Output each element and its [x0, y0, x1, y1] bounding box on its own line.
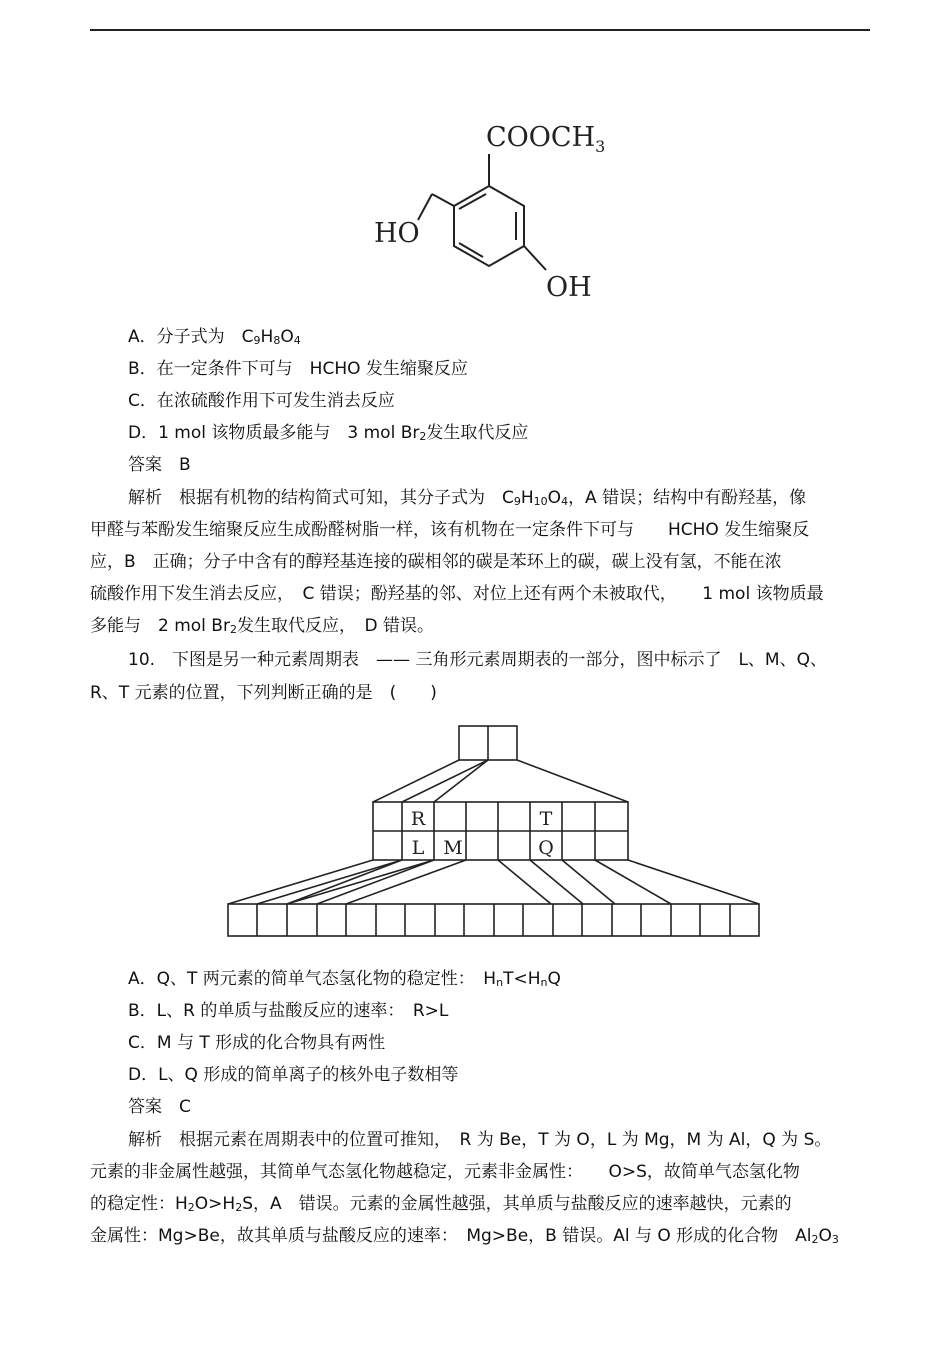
q10-analysis-line2: 元素的非金属性越强，其简单气态氢化物越稳定，元素非金属性： O>S，故简单气态氢化物: [90, 1162, 800, 1182]
q10-analysis-line4: 金属性：Mg>Be，故其单质与盐酸反应的速率： Mg>Be，B 错误。Al 与 O 形成的化合物 $Al_2O_3$: [90, 1226, 839, 1246]
connector-line: [287, 860, 402, 904]
header-rule: [90, 29, 870, 31]
q9-option-b: B．在一定条件下可与 HCHO 发生缩聚反应: [128, 359, 468, 379]
connector-line: [434, 760, 488, 802]
ho-label: HO: [374, 218, 420, 249]
bond-to-ch2: [432, 194, 454, 206]
element-t: T: [539, 808, 553, 830]
triangular-periodic-table: [226, 724, 762, 940]
benzene-ring: [454, 186, 524, 266]
oh-label: OH: [546, 272, 592, 303]
q9-option-a: A．分子式为 $C_9H_8O_4$: [128, 327, 301, 347]
q10-answer: 答案 C: [128, 1097, 191, 1117]
bond-ch2-oh: [418, 194, 432, 220]
q10-option-d: D．L、Q 形成的简单离子的核外电子数相等: [128, 1065, 459, 1085]
q9-option-d: D．1 mol 该物质最多能与 3 mol $Br_2$发生取代反应: [128, 423, 529, 443]
q10-option-c: C．M 与 T 形成的化合物具有两性: [128, 1033, 386, 1053]
connector-line: [628, 860, 759, 904]
bond-to-oh: [524, 246, 546, 270]
q10-stem-line2: R、T 元素的位置，下列判断正确的是 ( ): [90, 683, 437, 703]
q10-option-a: A．Q、T 两元素的简单气态氢化物的稳定性： $H_nT<H_nQ$: [128, 969, 561, 989]
q10-stem-line1: 10. 下图是另一种元素周期表 —— 三角形元素周期表的一部分，图中标示了 L、M、Q、: [128, 650, 827, 670]
q10-analysis-line1: 解析 根据元素在周期表中的位置可推知， R 为 Be，T 为 O，L 为 Mg，M 为 Al，Q 为 S。: [128, 1130, 832, 1150]
connector-line: [228, 860, 373, 904]
q10-analysis-line3: 的稳定性：$H_2O>H_2S$，A 错误。元素的金属性越强，其单质与盐酸反应的速率越快，元素的: [90, 1194, 792, 1214]
q9-answer: 答案 B: [128, 455, 191, 475]
q9-analysis-line3: 应，B 正确；分子中含有的醇羟基连接的碳相邻的碳是苯环上的碳，碳上没有氢，不能在浓: [90, 552, 782, 572]
connector-line: [257, 860, 402, 904]
connector-line: [530, 860, 583, 904]
element-r: R: [410, 808, 426, 830]
connector-line: [287, 860, 434, 904]
element-m: M: [443, 837, 463, 859]
connector-line: [498, 860, 551, 904]
q9-analysis-line1: 解析 根据有机物的结构简式可知，其分子式为 $C_9H_{10}O_4$，A 错误；结构中有酚羟基，像: [128, 488, 807, 508]
element-q: Q: [538, 837, 554, 859]
connector-line: [346, 860, 466, 904]
q10-option-b: B．L、R 的单质与盐酸反应的速率： R>L: [128, 1001, 449, 1021]
cooch3-label: $COOCH_3$: [486, 122, 606, 156]
element-l: L: [411, 837, 425, 859]
q9-analysis-line5: 多能与 2 mol $Br_2$发生取代反应， D 错误。: [90, 616, 434, 636]
q9-analysis-line2: 甲醛与苯酚发生缩聚反应生成酚醛树脂一样，该有机物在一定条件下可与 HCHO 发生缩聚反: [90, 520, 810, 540]
q9-analysis-line4: 硫酸作用下发生消去反应， C 错误；酚羟基的邻、对位上还有两个未被取代， 1 mol 该物质最: [90, 584, 824, 604]
molecule-structure: [360, 110, 630, 310]
q9-option-c: C．在浓硫酸作用下可发生消去反应: [128, 391, 395, 411]
connector-line: [317, 860, 434, 904]
connector-line: [517, 760, 628, 802]
